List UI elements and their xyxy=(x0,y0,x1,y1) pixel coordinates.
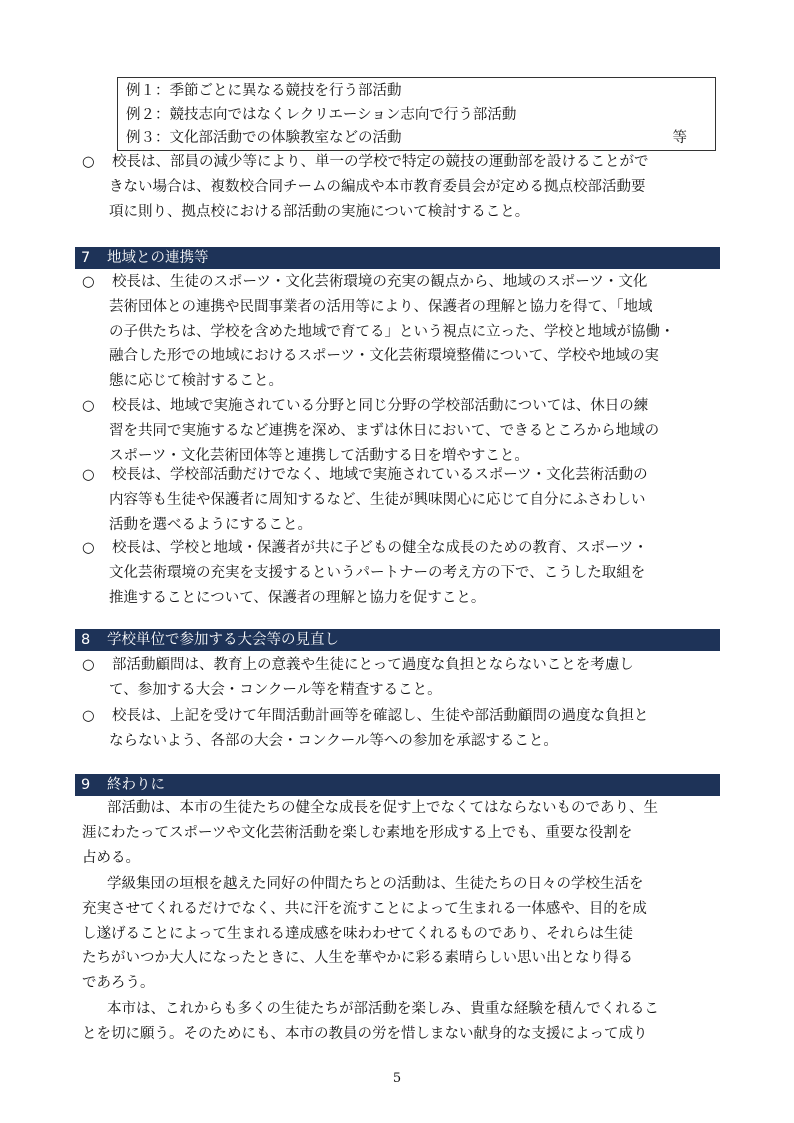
list-item: ○ 部活動顧問は、教育上の意義や生徒にとって過度な負担とならないことを考慮し て、参加する大会・コンクール等を精査すること。 xyxy=(82,653,720,703)
example-line: 例１：季節ごとに異なる競技を行う部活動 xyxy=(126,83,402,99)
paragraph: 部活動は、本市の生徒たちの健全な成長を促す上でなくてはならないものであり、生 涯にわたってスポーツや文化芸術活動を楽しむ素地を形成する上でも、重要な役割を 占める。 xyxy=(82,800,658,866)
list-item: ○ 校長は、部員の減少等により、単一の学校で特定の競技の運動部を設けることがで きない場合は、複数校合同チームの編成や本市教育委員会が定める拠点校部活動要 項に則り、拠点校における部活動の実施について検討すること。 xyxy=(82,150,720,224)
list-item: ○ 校長は、地域で実施されている分野と同じ分野の学校部活動については、休日の練 習を共同で実施するなど連携を深め、まずは休日において、できるところから地域の スポーツ・文化芸術団体等と連携して活動する日を増やすこと。 xyxy=(82,394,720,468)
list-item: ○ 校長は、学校と地域・保護者が共に子どもの健全な成長のための教育、スポーツ・ 文化芸術環境の充実を支援するというパートナーの考え方の下で、こうした取組を 推進することについて、保護者の理解と協力を促すこと。 xyxy=(82,536,720,610)
circle-bullet-icon: ○ xyxy=(82,657,95,673)
page-number: 5 xyxy=(392,1071,402,1086)
example-line: 例３：文化部活動での体験教室などの活動 等 xyxy=(126,127,707,151)
circle-bullet-icon: ○ xyxy=(82,708,95,724)
list-item: ○ 校長は、上記を受けて年間活動計画等を確認し、生徒や部活動顧問の過度な負担と ならないよう、各部の大会・コンクール等への参加を承認すること。 xyxy=(82,704,720,754)
section-header-7: 7 地域との連携等 xyxy=(75,247,720,269)
example-line: 例２：競技志向ではなくレクリエーション志向で行う部活動 xyxy=(126,106,517,123)
list-item: ○ 校長は、生徒のスポーツ・文化芸術環境の充実の観点から、地域のスポーツ・文化 芸術団体との連携や民間事業者の活用等により、保護者の理解と協力を得て、「地域 の子供たちは、学校を含めた地域で育てる」という視点に立った、学校と地域が協働・ 融合した形での地域におけるスポーツ・文化芸術環境整備について、学校や地域の実 態に応じて検討すること。 xyxy=(82,270,720,394)
paragraph: 学級集団の垣根を越えた同好の仲間たちとの活動は、生徒たちの日々の学校生活を 充実させてくれるだけでなく、共に汗を流すことによって生まれる一体感や、目的を成 し遂げることによって生まれる達成感を味わわせてくれるものであり、それらは生徒 たちがいつか大人になったときに、人生を華やかに彩る素晴らしい思い出となり得る であろう。 xyxy=(82,876,647,992)
list-item: ○ 校長は、学校部活動だけでなく、地域で実施されているスポーツ・文化芸術活動の 内容等も生徒や保護者に周知するなど、生徒が興味関心に応じて自分にふさわしい 活動を選べるようにすること。 xyxy=(82,463,720,537)
paragraph: 本市は、これからも多くの生徒たちが部活動を楽しみ、貴重な経験を積んでくれるこ とを切に願う。そのためにも、本市の教員の労を惜しまない献身的な支援によって成り xyxy=(82,1001,659,1042)
circle-bullet-icon: ○ xyxy=(82,398,95,414)
circle-bullet-icon: ○ xyxy=(82,274,95,290)
circle-bullet-icon: ○ xyxy=(82,540,95,556)
section-header-9: 9 終わりに xyxy=(75,774,720,796)
section-header-8: 8 学校単位で参加する大会等の見直し xyxy=(75,629,720,651)
examples-box xyxy=(117,77,716,151)
example-suffix: 等 xyxy=(672,130,687,146)
circle-bullet-icon: ○ xyxy=(82,467,95,483)
circle-bullet-icon: ○ xyxy=(82,154,95,170)
